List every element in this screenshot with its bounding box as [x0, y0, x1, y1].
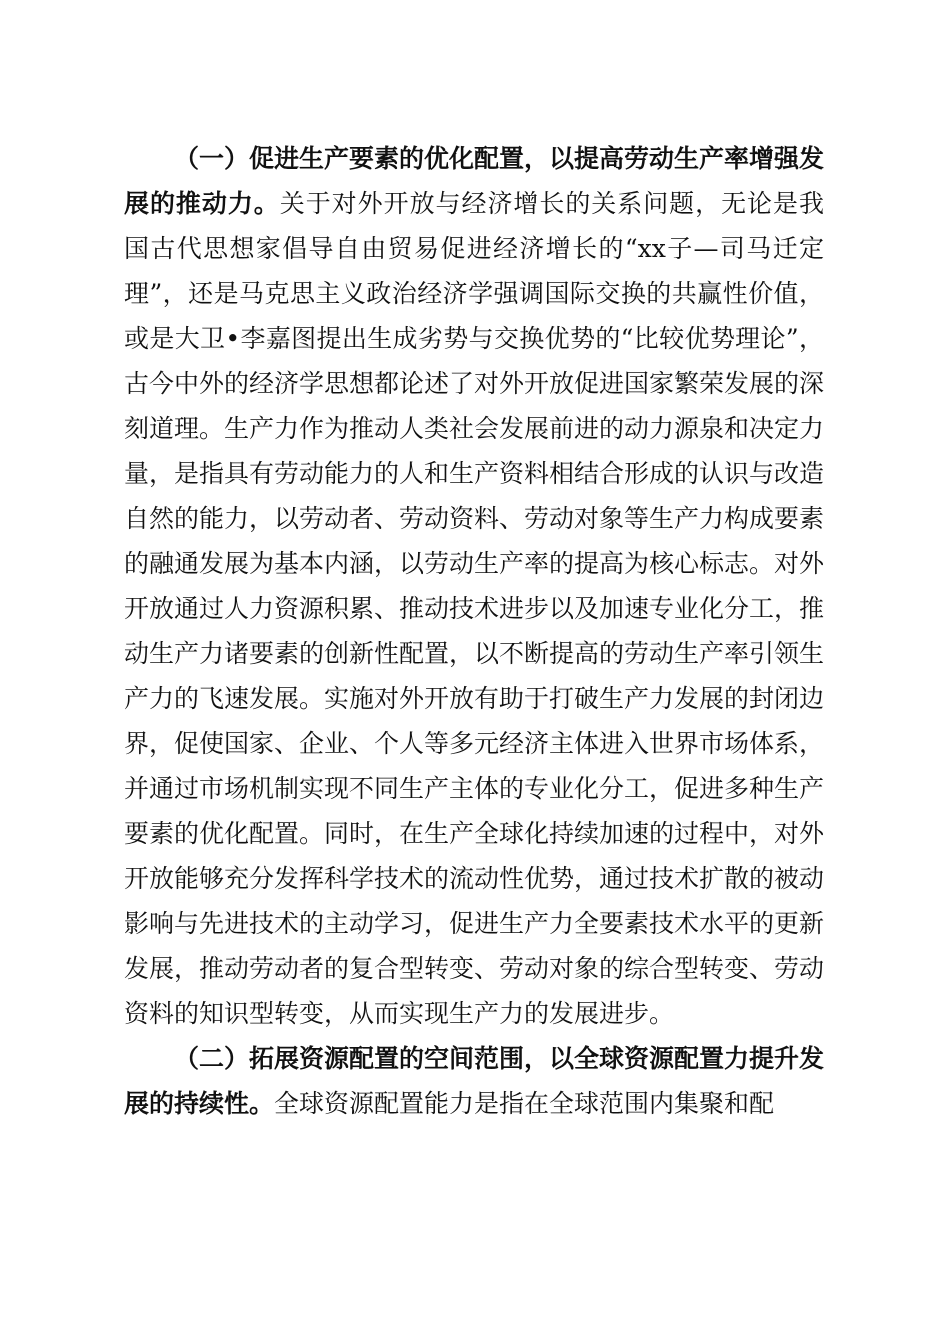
paragraph-2-heading: （二）拓展资源配置的空间范围，以全球资源配置力提升发展的持续性。: [124, 1044, 825, 1118]
paragraph-2: [124, 1036, 824, 1126]
paragraph-1: [124, 136, 824, 1036]
document-page: [124, 136, 824, 1126]
paragraph-1-body: 关于对外开放与经济增长的关系问题，无论是我国古代思想家倡导自由贸易促进经济增长的“xx子—司马迁定理”，还是马克思主义政治经济学强调国际交换的共赢性价值，或是大卫•李嘉图提出生成劣势与交换优势的“比较优势理论”，古今中外的经济学思想都论述了对外开放促进国家繁荣发展的深刻道理。生产力作为推动人类社会发展前进的动力源泉和决定力量，是指具有劳动能力的人和生产资料相结合形成的认识与改造自然的能力，以劳动者、劳动资料、劳动对象等生产力构成要素的融通发展为基本内涵，以劳动生产率的提高为核心标志。对外开放通过人力资源积累、推动技术进步以及加速专业化分工，推动生产力诸要素的创新性配置，以不断提高的劳动生产率引领生产力的飞速发展。实施对外开放有助于打破生产力发展的封闭边界，促使国家、企业、个人等多元经济主体进入世界市场体系，并通过市场机制实现不同生产主体的专业化分工，促进多种生产要素的优化配置。同时，在生产全球化持续加速的过程中，对外开放能够充分发挥科学技术的流动性优势，通过技术扩散的被动影响与先进技术的主动学习，促进生产力全要素技术水平的更新发展，推动劳动者的复合型转变、劳动对象的综合型转变、劳动资料的知识型转变，从而实现生产力的发展进步。: [124, 189, 825, 1028]
paragraph-1-heading: （一）促进生产要素的优化配置，以提高劳动生产率增强发展的推动力。: [124, 144, 825, 218]
paragraph-2-body: 全球资源配置能力是指在全球范围内集聚和配: [274, 1089, 775, 1118]
